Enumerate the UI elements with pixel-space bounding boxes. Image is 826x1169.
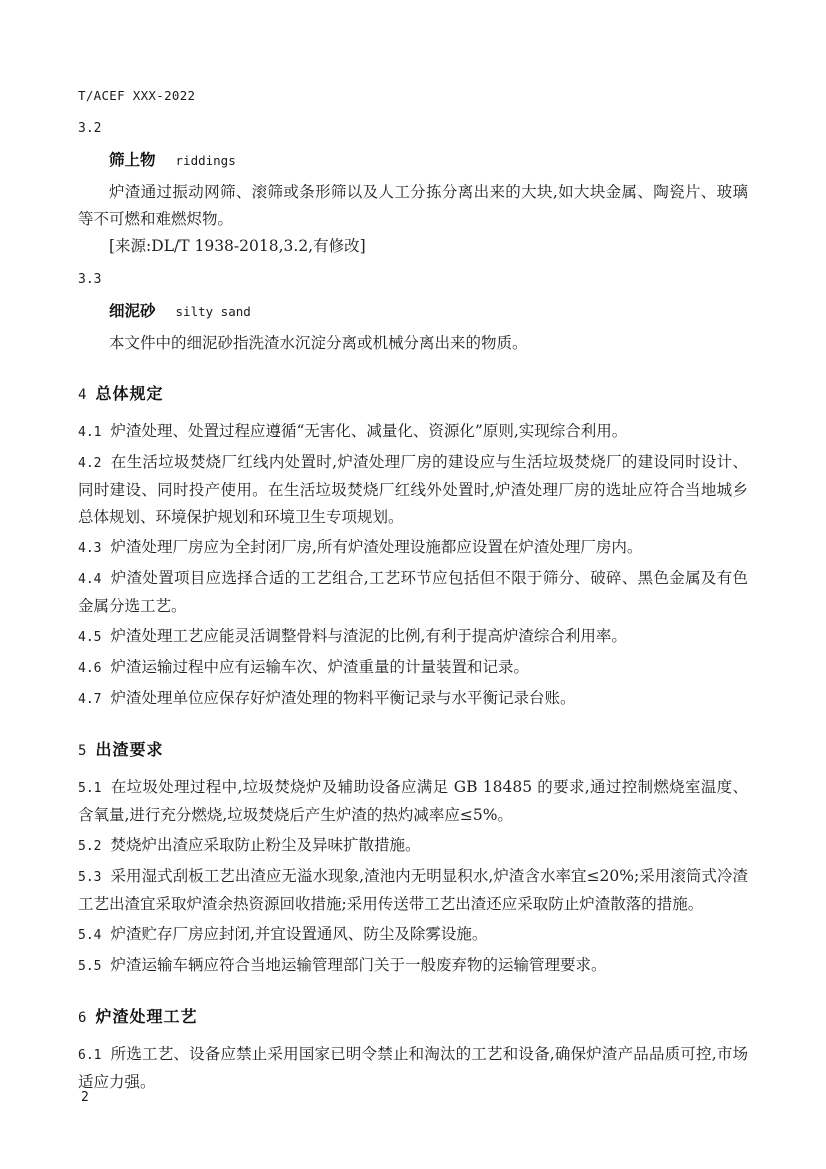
section-4-title: 总体规定 [95, 384, 164, 403]
clause-5-5 [78, 952, 748, 980]
clause-5-4-number: 5.4 [78, 928, 102, 943]
section-6-title: 炉渣处理工艺 [95, 1007, 198, 1026]
term-3-2-zh: 筛上物 [109, 151, 156, 169]
clause-4-7-number: 4.7 [78, 692, 102, 707]
section-5-number: 5 [78, 743, 87, 759]
clause-4-6 [78, 654, 748, 682]
clause-4-7 [78, 685, 748, 713]
term-3-2-entry [78, 147, 748, 174]
clause-5-3-number: 5.3 [78, 870, 102, 885]
section-4-number: 4 [78, 387, 87, 403]
clause-4-4 [78, 565, 748, 620]
clause-4-1-text: 炉渣处理、处置过程应遵循“无害化、减量化、资源化”原则,实现综合利用。 [110, 422, 628, 440]
term-3-3-entry [78, 298, 748, 325]
clause-5-1 [78, 774, 748, 829]
section-5-title: 出渣要求 [95, 740, 164, 759]
clause-5-5-number: 5.5 [78, 959, 102, 974]
clause-5-2-number: 5.2 [78, 839, 102, 854]
clause-5-3-text: 采用湿式刮板工艺出渣应无溢水现象,渣池内无明显积水,炉渣含水率宜≤20%;采用滚筒式冷渣工艺出渣宜采取炉渣余热资源回收措施;采用传送带工艺出渣还应采取防止炉渣散落的措施。 [78, 867, 748, 913]
clause-4-5 [78, 623, 748, 651]
clause-6-1-text: 所选工艺、设备应禁止采用国家已明令禁止和淘汰的工艺和设备,确保炉渣产品品质可控,市场适应力强。 [78, 1045, 748, 1091]
clause-4-5-text: 炉渣处理工艺应能灵活调整骨料与渣泥的比例,有利于提高炉渣综合利用率。 [110, 627, 627, 645]
clause-5-2 [78, 832, 748, 860]
clause-5-1-text: 在垃圾处理过程中,垃圾焚烧炉及辅助设备应满足 GB 18485 的要求,通过控制燃烧室温度、含氧量,进行充分燃烧,垃圾焚烧后产生炉渣的热灼减率应≤5%。 [78, 778, 748, 824]
term-3-3-number: 3.3 [78, 272, 102, 287]
section-6-heading [78, 1003, 748, 1032]
clause-4-2-number: 4.2 [78, 456, 102, 471]
term-3-3-zh: 细泥砂 [109, 302, 156, 320]
clause-5-4-text: 炉渣贮存厂房应封闭,并宜设置通风、防尘及除雾设施。 [110, 925, 488, 943]
page-number: 2 [81, 1090, 89, 1105]
clause-4-2-text: 在生活垃圾焚烧厂红线内处置时,炉渣处理厂房的建设应与生活垃圾焚烧厂的建设同时设计、同时建设、同时投产使用。在生活垃圾焚烧厂红线外处置时,炉渣处理厂房的选址应符合当地城乡总体规划、环境保护规划和环境卫生专项规划。 [78, 453, 748, 526]
clause-5-3 [78, 863, 748, 918]
clause-5-4 [78, 921, 748, 949]
clause-4-1 [78, 418, 748, 446]
clause-6-1 [78, 1041, 748, 1096]
clause-4-3-text: 炉渣处理厂房应为全封闭厂房,所有炉渣处理设施都应设置在炉渣处理厂房内。 [110, 538, 643, 556]
section-6-number: 6 [78, 1010, 87, 1026]
clause-4-1-number: 4.1 [78, 425, 102, 440]
clause-4-2 [78, 449, 748, 531]
clause-4-4-number: 4.4 [78, 572, 102, 587]
clause-5-1-number: 5.1 [78, 781, 102, 796]
clause-6-1-number: 6.1 [78, 1048, 102, 1063]
term-3-2-source: [来源:DL/T 1938-2018,3.2,有修改] [109, 237, 366, 255]
clause-4-3-number: 4.3 [78, 541, 102, 556]
term-3-2-en: riddings [175, 153, 236, 168]
clause-4-5-number: 4.5 [78, 630, 102, 645]
term-3-2-number: 3.2 [78, 121, 102, 136]
clause-4-3 [78, 534, 748, 562]
term-3-3-en: silty sand [175, 304, 251, 319]
section-5-heading [78, 736, 748, 765]
document-code-header: T/ACEF XXX-2022 [78, 88, 196, 103]
clause-4-6-number: 4.6 [78, 661, 102, 676]
clause-5-2-text: 焚烧炉出渣应采取防止粉尘及异味扩散措施。 [110, 836, 421, 854]
section-4-heading [78, 380, 748, 409]
clause-5-5-text: 炉渣运输车辆应符合当地运输管理部门关于一般废弃物的运输管理要求。 [110, 956, 607, 974]
clause-4-7-text: 炉渣处理单位应保存好炉渣处理的物料平衡记录与水平衡记录台账。 [110, 689, 576, 707]
clause-4-6-text: 炉渣运输过程中应有运输车次、炉渣重量的计量装置和记录。 [110, 658, 529, 676]
clause-4-4-text: 炉渣处置项目应选择合适的工艺组合,工艺环节应包括但不限于筛分、破碎、黑色金属及有色金属分选工艺。 [78, 569, 748, 615]
term-3-2-definition: 炉渣通过振动网筛、滚筛或条形筛以及人工分拣分离出来的大块,如大块金属、陶瓷片、玻璃等不可燃和难燃烬物。 [78, 183, 748, 228]
term-3-3-definition: 本文件中的细泥砂指洗渣水沉淀分离或机械分离出来的物质。 [109, 334, 528, 352]
